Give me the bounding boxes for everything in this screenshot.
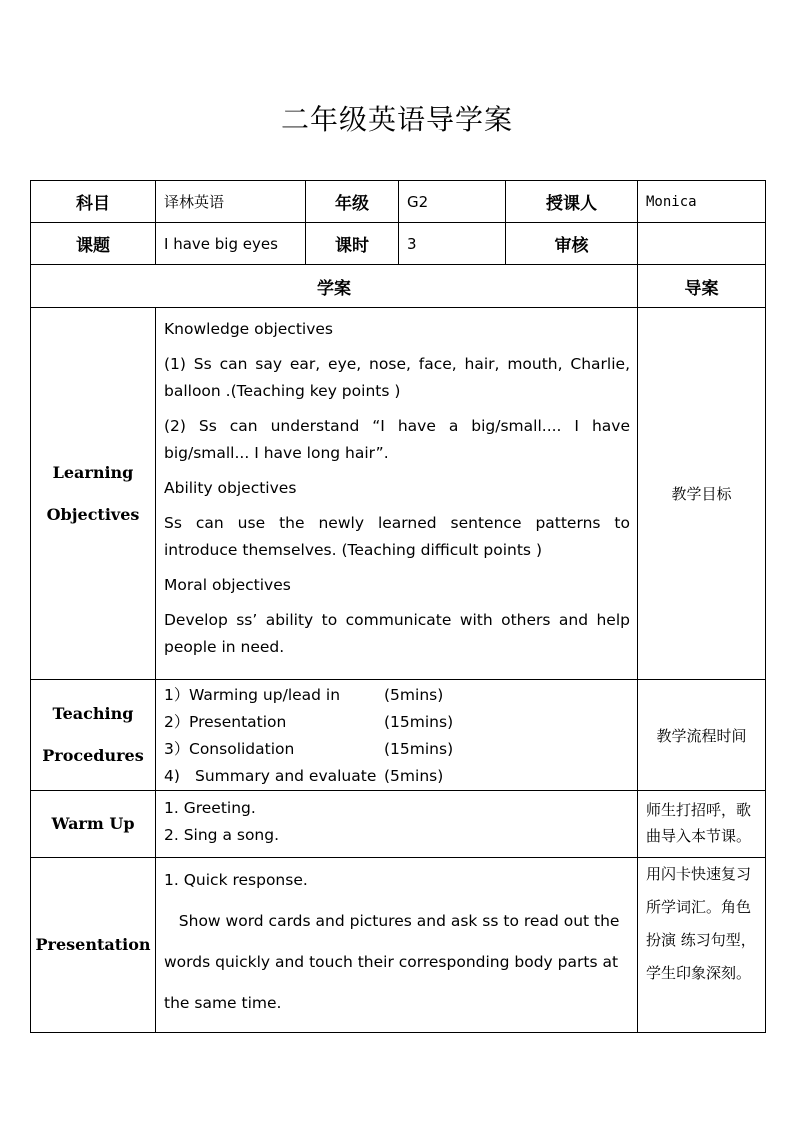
subject-label: 科目	[31, 181, 156, 223]
grade-value: G2	[399, 181, 506, 223]
page-title: 二年级英语导学案	[280, 103, 513, 136]
presentation-row	[31, 858, 766, 1033]
warmup-label: Warm Up	[31, 791, 156, 858]
ability-objective-text: Ss can use the newly learned sentence patterns to introduce themselves. (Teaching difficult points )	[164, 514, 630, 559]
review-value	[638, 223, 766, 265]
study-column-header: 学案	[31, 265, 638, 308]
procedure-item	[164, 682, 637, 709]
column-header-row	[31, 265, 766, 308]
presentation-guide: 用闪卡快速复习所学词汇。角色扮演 练习句型，学生印象深刻。	[638, 858, 766, 1033]
moral-objectives-heading: Moral objectives	[164, 576, 291, 594]
procedure-number: 2）	[164, 713, 190, 731]
procedures-label-line2: Procedures	[42, 746, 144, 765]
procedure-number: 4)	[164, 767, 180, 785]
knowledge-objectives-heading: Knowledge objectives	[164, 320, 333, 338]
objectives-label	[31, 308, 156, 680]
procedure-time: (5mins)	[384, 767, 444, 785]
guide-column-header: 导案	[638, 265, 766, 308]
procedure-text: Consolidation	[189, 740, 295, 758]
procedure-item	[164, 736, 637, 763]
procedures-label	[31, 680, 156, 791]
header-row-1	[31, 181, 766, 223]
warmup-item: 1. Greeting.	[164, 799, 256, 817]
period-label: 课时	[306, 223, 399, 265]
procedures-guide: 教学流程时间	[638, 680, 766, 791]
objectives-label-line1: Learning	[52, 462, 134, 482]
objectives-label-line2: Objectives	[46, 504, 140, 524]
procedure-text: Presentation	[189, 713, 287, 731]
procedure-number: 1）	[164, 686, 190, 704]
objective-item-1: (1) Ss can say ear, eye, nose, face, hair, mouth, Charlie, balloon .(Teaching key points )	[164, 355, 630, 400]
procedure-item	[164, 763, 637, 790]
warmup-guide: 师生打招呼，歌曲导入本节课。	[638, 791, 766, 858]
grade-label: 年级	[306, 181, 399, 223]
moral-objective-text: Develop ss’ ability to communicate with others and help people in need.	[164, 611, 630, 656]
teacher-value: Monica	[638, 181, 766, 223]
objectives-row	[31, 308, 766, 680]
subject-value: 译林英语	[156, 181, 306, 223]
ability-objectives-heading: Ability objectives	[164, 479, 297, 497]
warmup-row	[31, 791, 766, 858]
procedure-number: 3）	[164, 740, 190, 758]
presentation-label: Presentation	[31, 858, 156, 1033]
teacher-label: 授课人	[506, 181, 638, 223]
objective-item-2: (2) Ss can understand “I have a big/small.... I have big/small... I have long hair”.	[164, 417, 630, 462]
procedure-time: (15mins)	[384, 713, 454, 731]
topic-label: 课题	[31, 223, 156, 265]
procedures-row	[31, 680, 766, 791]
header-row-2	[31, 223, 766, 265]
procedures-content	[156, 680, 638, 791]
objectives-content	[156, 308, 638, 680]
objectives-guide: 教学目标	[638, 308, 766, 680]
lesson-plan-table	[30, 180, 766, 1033]
procedure-item	[164, 709, 637, 736]
procedures-label-line1: Teaching	[52, 704, 134, 723]
presentation-step-text: Show word cards and pictures and ask ss to read out the words quickly and touch their corresponding body parts at the same time.	[164, 912, 625, 1012]
warmup-item: 2. Sing a song.	[164, 826, 280, 844]
procedure-time: (5mins)	[384, 686, 444, 704]
procedure-time: (15mins)	[384, 740, 454, 758]
procedure-text: Warming up/lead in	[189, 686, 341, 704]
procedure-text: Summary and evaluate	[195, 767, 377, 785]
topic-value: I have big eyes	[156, 223, 306, 265]
presentation-step-heading: 1. Quick response.	[164, 871, 308, 889]
presentation-content	[156, 858, 638, 1033]
period-value: 3	[399, 223, 506, 265]
warmup-content	[156, 791, 638, 858]
review-label: 审核	[506, 223, 638, 265]
